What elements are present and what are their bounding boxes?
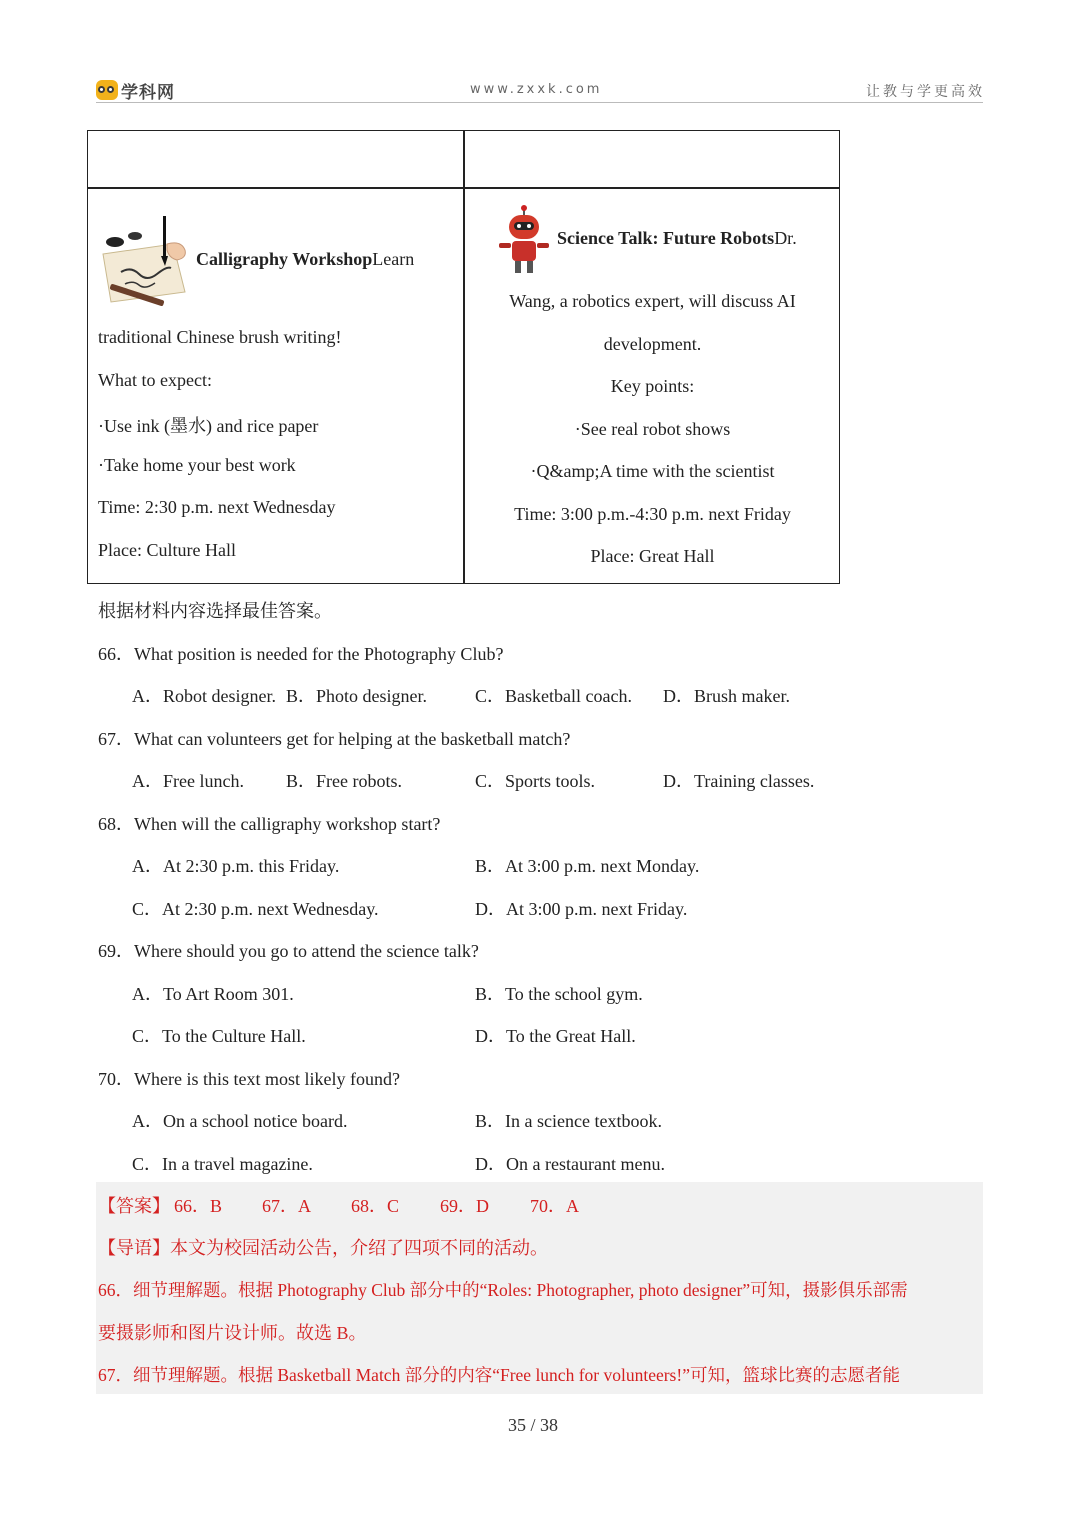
question-69-stem: 69．Where should you go to attend the science talk?	[98, 941, 479, 961]
question-70-option-c: C．In a travel magazine.	[132, 1154, 313, 1174]
question-69-option-a: A．To Art Room 301.	[132, 984, 294, 1004]
question-66-option-b: B．Photo designer.	[286, 686, 428, 706]
robot-icon	[495, 205, 553, 277]
science-title-tail: Dr.	[774, 228, 797, 248]
science-title: Science Talk: Future Robots	[557, 228, 775, 248]
table-row-divider	[87, 187, 840, 189]
answer-69: 69．D	[440, 1196, 489, 1216]
science-line2: development.	[603, 334, 702, 354]
question-67-option-b: B．Free robots.	[286, 771, 402, 791]
guide-text: 【导语】本文为校园活动公告，介绍了四项不同的活动。	[98, 1238, 548, 1258]
answer-70: 70．A	[530, 1196, 579, 1216]
question-70-option-a: A．On a school notice board.	[132, 1111, 348, 1131]
explanation-66-line1: 66．细节理解题。根据 Photography Club 部分中的“Roles: Photographer, photo designer”可知，摄影俱乐部需	[98, 1280, 908, 1300]
science-time: Time: 3:00 p.m.-4:30 p.m. next Friday	[514, 504, 791, 524]
science-item1: ·See real robot shows	[574, 419, 731, 439]
question-67-option-a: A．Free lunch.	[132, 771, 244, 791]
question-67-stem: 67．What can volunteers get for helping at the basketball match?	[98, 729, 571, 749]
explanation-66-line2: 要摄影师和图片设计师。故选 B。	[98, 1323, 367, 1343]
header-divider	[96, 102, 983, 103]
question-66-option-a: A．Robot designer.	[132, 686, 276, 706]
explanation-67-line1: 67．细节理解题。根据 Basketball Match 部分的内容“Free lunch for volunteers!”可知，篮球比赛的志愿者能	[98, 1365, 900, 1385]
calligraphy-item2: ·Take home your best work	[98, 455, 296, 475]
site-logo	[96, 77, 175, 103]
calligraphy-item1: ·Use ink (墨水) and rice paper	[98, 416, 319, 436]
question-66-option-d: D．Brush maker.	[663, 686, 790, 706]
question-69-option-b: B．To the school gym.	[475, 984, 643, 1004]
question-68-option-b: B．At 3:00 p.m. next Monday.	[475, 856, 700, 876]
instruction: 根据材料内容选择最佳答案。	[98, 601, 332, 621]
calligraphy-icon	[97, 214, 191, 306]
calligraphy-line1: traditional Chinese brush writing!	[98, 327, 342, 347]
science-place: Place: Great Hall	[590, 546, 715, 566]
answer-key-label: 【答案】	[98, 1196, 170, 1216]
question-66-stem: 66．What position is needed for the Photography Club?	[98, 644, 504, 664]
header-slogan: 让教与学更高效	[866, 84, 985, 100]
question-67-option-c: C．Sports tools.	[475, 771, 596, 791]
answer-67: 67．A	[262, 1196, 311, 1216]
calligraphy-place: Place: Culture Hall	[98, 540, 236, 560]
calligraphy-time: Time: 2:30 p.m. next Wednesday	[98, 497, 336, 517]
question-68-option-c: C．At 2:30 p.m. next Wednesday.	[132, 899, 379, 919]
question-69-option-c: C．To the Culture Hall.	[132, 1026, 306, 1046]
question-68-stem: 68．When will the calligraphy workshop start?	[98, 814, 441, 834]
question-68-option-a: A．At 2:30 p.m. this Friday.	[132, 856, 340, 876]
logo-icon	[96, 80, 118, 100]
science-line1: Wang, a robotics expert, will discuss AI	[509, 291, 796, 311]
calligraphy-title: Calligraphy Workshop	[196, 249, 373, 269]
science-key: Key points:	[610, 376, 695, 396]
question-70-option-d: D．On a restaurant menu.	[475, 1154, 665, 1174]
calligraphy-title-tail: Learn	[372, 249, 415, 269]
science-heading	[557, 228, 797, 249]
page-number: 35 / 38	[508, 1415, 559, 1435]
question-67-option-d: D．Training classes.	[663, 771, 815, 791]
header-url: www.zxxk.com	[470, 82, 603, 97]
question-70-stem: 70．Where is this text most likely found?	[98, 1069, 400, 1089]
answer-key	[98, 1192, 170, 1218]
calligraphy-expect: What to expect:	[98, 370, 212, 390]
question-68-option-d: D．At 3:00 p.m. next Friday.	[475, 899, 688, 919]
answer-66: 66．B	[174, 1196, 223, 1216]
calligraphy-heading	[196, 249, 414, 270]
question-66-option-c: C．Basketball coach.	[475, 686, 632, 706]
question-70-option-b: B．In a science textbook.	[475, 1111, 662, 1131]
science-item2: ·Q&amp;A time with the scientist	[530, 461, 775, 481]
answer-68: 68．C	[351, 1196, 400, 1216]
logo-text: 学科网	[121, 82, 175, 103]
question-69-option-d: D．To the Great Hall.	[475, 1026, 636, 1046]
